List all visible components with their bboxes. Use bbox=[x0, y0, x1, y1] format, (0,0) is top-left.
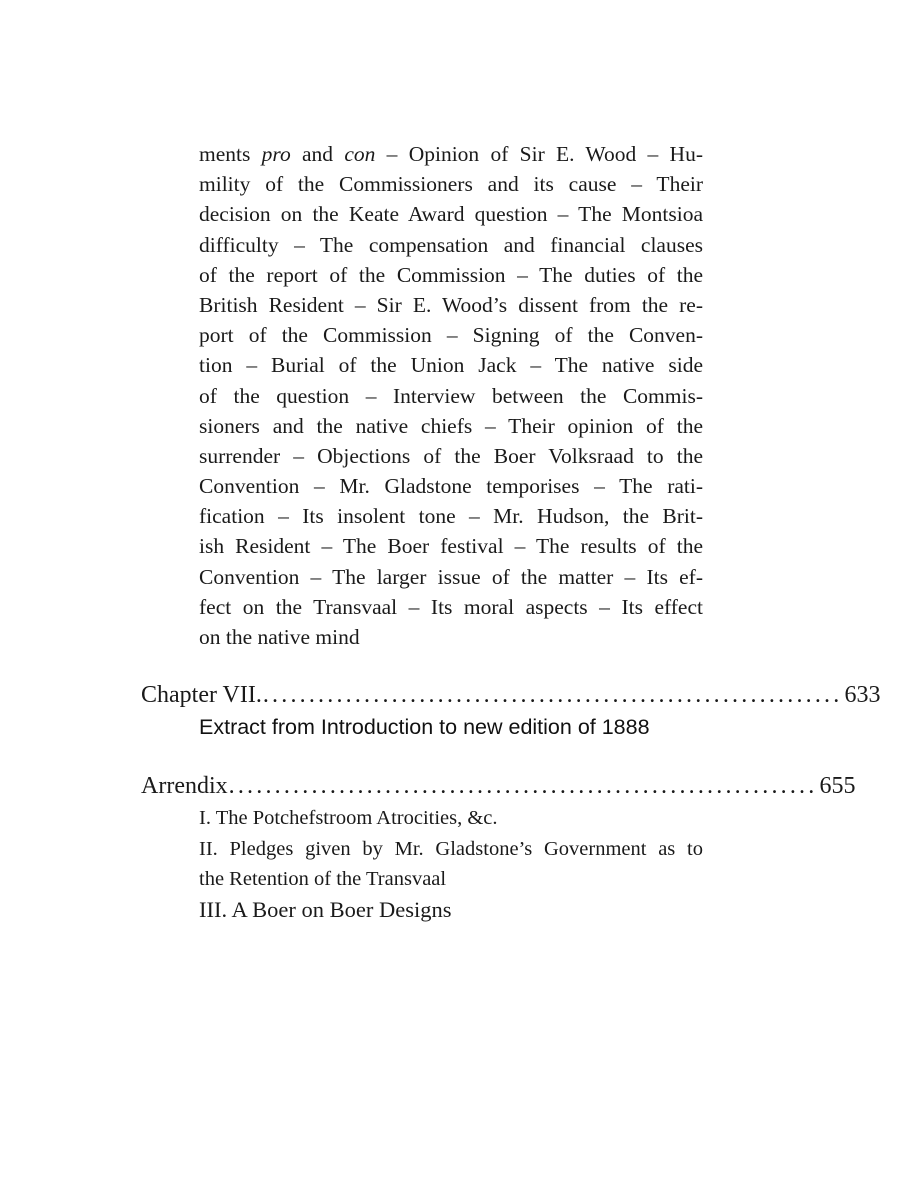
synopsis-text: difficulty – The compensation and financial clauses bbox=[199, 232, 703, 257]
synopsis-text: fect on the Transvaal – Its moral aspects – Its effect bbox=[199, 594, 703, 619]
synopsis-line bbox=[199, 199, 703, 229]
synopsis-line bbox=[199, 501, 703, 531]
synopsis-line bbox=[199, 531, 703, 561]
synopsis-text: surrender – Objections of the Boer Volksraad to the bbox=[199, 443, 703, 468]
appendix-item-2-continued: the Retention of the Transvaal bbox=[199, 868, 447, 890]
synopsis-line bbox=[199, 441, 703, 471]
toc-leader-dots: ............................................................... bbox=[262, 682, 843, 708]
synopsis-line bbox=[199, 260, 703, 290]
toc-entry-chapter-vii[interactable] bbox=[141, 680, 881, 710]
synopsis-line bbox=[199, 139, 703, 169]
synopsis-text: of the question – Interview between the Commis- bbox=[199, 383, 703, 408]
synopsis-line bbox=[199, 169, 703, 199]
appendix-item-2: II. Pledges given by Mr. Gladstone’s Government as to bbox=[199, 838, 703, 860]
synopsis-italic-word: pro bbox=[261, 142, 291, 166]
toc-appendix-title: Arrendix bbox=[141, 773, 228, 799]
toc-leader-dots: ................................................................ bbox=[228, 773, 818, 799]
synopsis-line bbox=[199, 592, 703, 622]
synopsis-text: – Opinion of Sir E. Wood – Hu- bbox=[375, 142, 703, 166]
toc-chapter-title: Chapter VII. bbox=[141, 682, 262, 708]
synopsis-text: of the report of the Commission – The duties of the bbox=[199, 262, 703, 287]
synopsis-text: port of the Commission – Signing of the Conven- bbox=[199, 323, 703, 348]
synopsis-text: ments bbox=[199, 142, 262, 166]
synopsis-line bbox=[199, 290, 703, 320]
synopsis-text: on the native mind bbox=[199, 625, 360, 649]
synopsis-text: and bbox=[290, 142, 345, 166]
appendix-item-3: III. A Boer on Boer Designs bbox=[199, 897, 452, 922]
synopsis-text: tion – Burial of the Union Jack – The native side bbox=[199, 353, 703, 378]
synopsis-text: fication – Its insolent tone – Mr. Hudson, the Brit- bbox=[199, 504, 703, 529]
synopsis-line bbox=[199, 411, 703, 441]
synopsis-line bbox=[199, 350, 703, 380]
synopsis-text: British Resident – Sir E. Wood’s dissent from the re- bbox=[199, 292, 703, 317]
synopsis-text: mility of the Commissioners and its cause – Their bbox=[199, 172, 703, 197]
synopsis-text: sioners and the native chiefs – Their opinion of the bbox=[199, 413, 703, 438]
synopsis-line bbox=[199, 230, 703, 260]
appendix-item-1: I. The Potchefstroom Atrocities, &c. bbox=[199, 807, 498, 829]
synopsis-text: Convention – Mr. Gladstone temporises – The rati- bbox=[199, 474, 703, 499]
synopsis-line bbox=[199, 381, 703, 411]
synopsis-text: decision on the Keate Award question – The Montsioa bbox=[199, 202, 703, 227]
synopsis-text: Convention – The larger issue of the matter – Its ef- bbox=[199, 564, 703, 589]
toc-page-number: 655 bbox=[819, 773, 856, 799]
chapter-vii-subtitle: Extract from Introduction to new edition of 1888 bbox=[199, 715, 650, 739]
toc-entry-appendix[interactable] bbox=[141, 771, 856, 801]
synopsis-line bbox=[199, 320, 703, 350]
toc-page-number: 633 bbox=[844, 682, 881, 708]
synopsis-text: ish Resident – The Boer festival – The results of the bbox=[199, 534, 703, 559]
synopsis-line bbox=[199, 562, 703, 592]
synopsis-italic-word: con bbox=[344, 142, 376, 166]
synopsis-line bbox=[199, 471, 703, 501]
synopsis-line bbox=[199, 622, 703, 652]
chapter-synopsis bbox=[199, 139, 703, 652]
